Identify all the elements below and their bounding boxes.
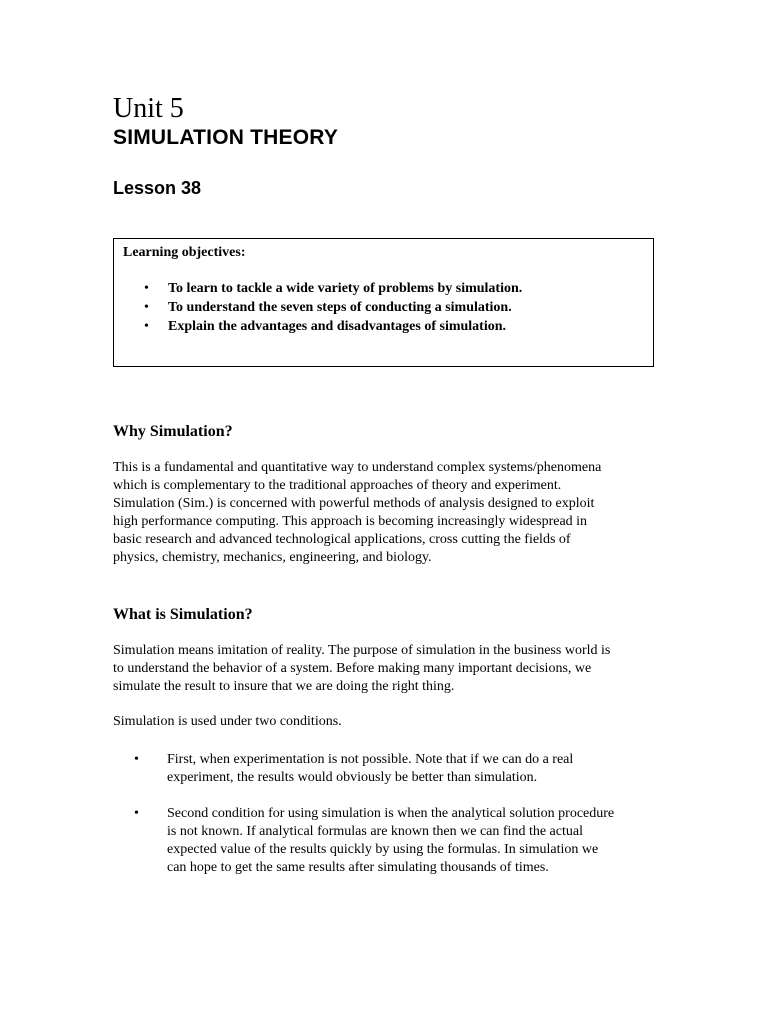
paragraph-line: Second condition for using simulation is when the analytical solution procedure bbox=[167, 806, 615, 821]
paragraph-line: physics, chemistry, mechanics, engineering, and biology. bbox=[113, 550, 432, 565]
objective-item bbox=[114, 279, 653, 298]
paragraph-line: basic research and advanced technological applications, cross cutting the fields of bbox=[113, 532, 571, 547]
bullet-icon: • bbox=[134, 752, 139, 767]
condition-text bbox=[167, 805, 655, 877]
conditions-intro: Simulation is used under two conditions. bbox=[113, 714, 342, 729]
paragraph-line: Simulation (Sim.) is concerned with powerful methods of analysis designed to exploit bbox=[113, 496, 595, 511]
learning-objectives-box bbox=[113, 238, 654, 367]
paragraph-line: This is a fundamental and quantitative way to understand complex systems/phenomena bbox=[113, 460, 602, 475]
bullet-icon: • bbox=[144, 319, 149, 334]
why-simulation-paragraph bbox=[113, 459, 655, 567]
paragraph-line: which is complementary to the traditional approaches of theory and experiment. bbox=[113, 478, 562, 493]
objectives-heading: Learning objectives: bbox=[123, 245, 246, 260]
what-is-simulation-heading: What is Simulation? bbox=[113, 606, 253, 623]
condition-text bbox=[167, 751, 655, 787]
paragraph-line: high performance computing. This approach is becoming increasingly widespread in bbox=[113, 514, 588, 529]
unit-title: SIMULATION THEORY bbox=[113, 126, 339, 149]
objective-text: Explain the advantages and disadvantages of simulation. bbox=[168, 319, 507, 334]
objective-text: To learn to tackle a wide variety of problems by simulation. bbox=[168, 281, 523, 296]
bullet-icon: • bbox=[144, 300, 149, 315]
paragraph-line: simulate the result to insure that we are doing the right thing. bbox=[113, 679, 455, 694]
paragraph-line: is not known. If analytical formulas are known then we can find the actual bbox=[167, 824, 583, 839]
paragraph-line: First, when experimentation is not possible. Note that if we can do a real bbox=[167, 752, 574, 767]
what-is-simulation-paragraph bbox=[113, 642, 655, 696]
objective-item bbox=[114, 298, 653, 317]
bullet-icon: • bbox=[144, 281, 149, 296]
paragraph-line: Simulation means imitation of reality. The purpose of simulation in the business world is bbox=[113, 643, 611, 658]
lesson-title: Lesson 38 bbox=[113, 178, 202, 198]
paragraph-line: expected value of the results quickly by using the formulas. In simulation we bbox=[167, 842, 599, 857]
unit-number: Unit 5 bbox=[113, 93, 184, 124]
paragraph-line: to understand the behavior of a system. Before making many important decisions, we bbox=[113, 661, 592, 676]
objective-item bbox=[114, 317, 653, 336]
paragraph-line: experiment, the results would obviously be better than simulation. bbox=[167, 770, 538, 785]
bullet-icon: • bbox=[134, 806, 139, 821]
paragraph-line: can hope to get the same results after simulating thousands of times. bbox=[167, 860, 549, 875]
objective-text: To understand the seven steps of conducting a simulation. bbox=[168, 300, 512, 315]
why-simulation-heading: Why Simulation? bbox=[113, 423, 233, 440]
objectives-list bbox=[114, 279, 653, 336]
